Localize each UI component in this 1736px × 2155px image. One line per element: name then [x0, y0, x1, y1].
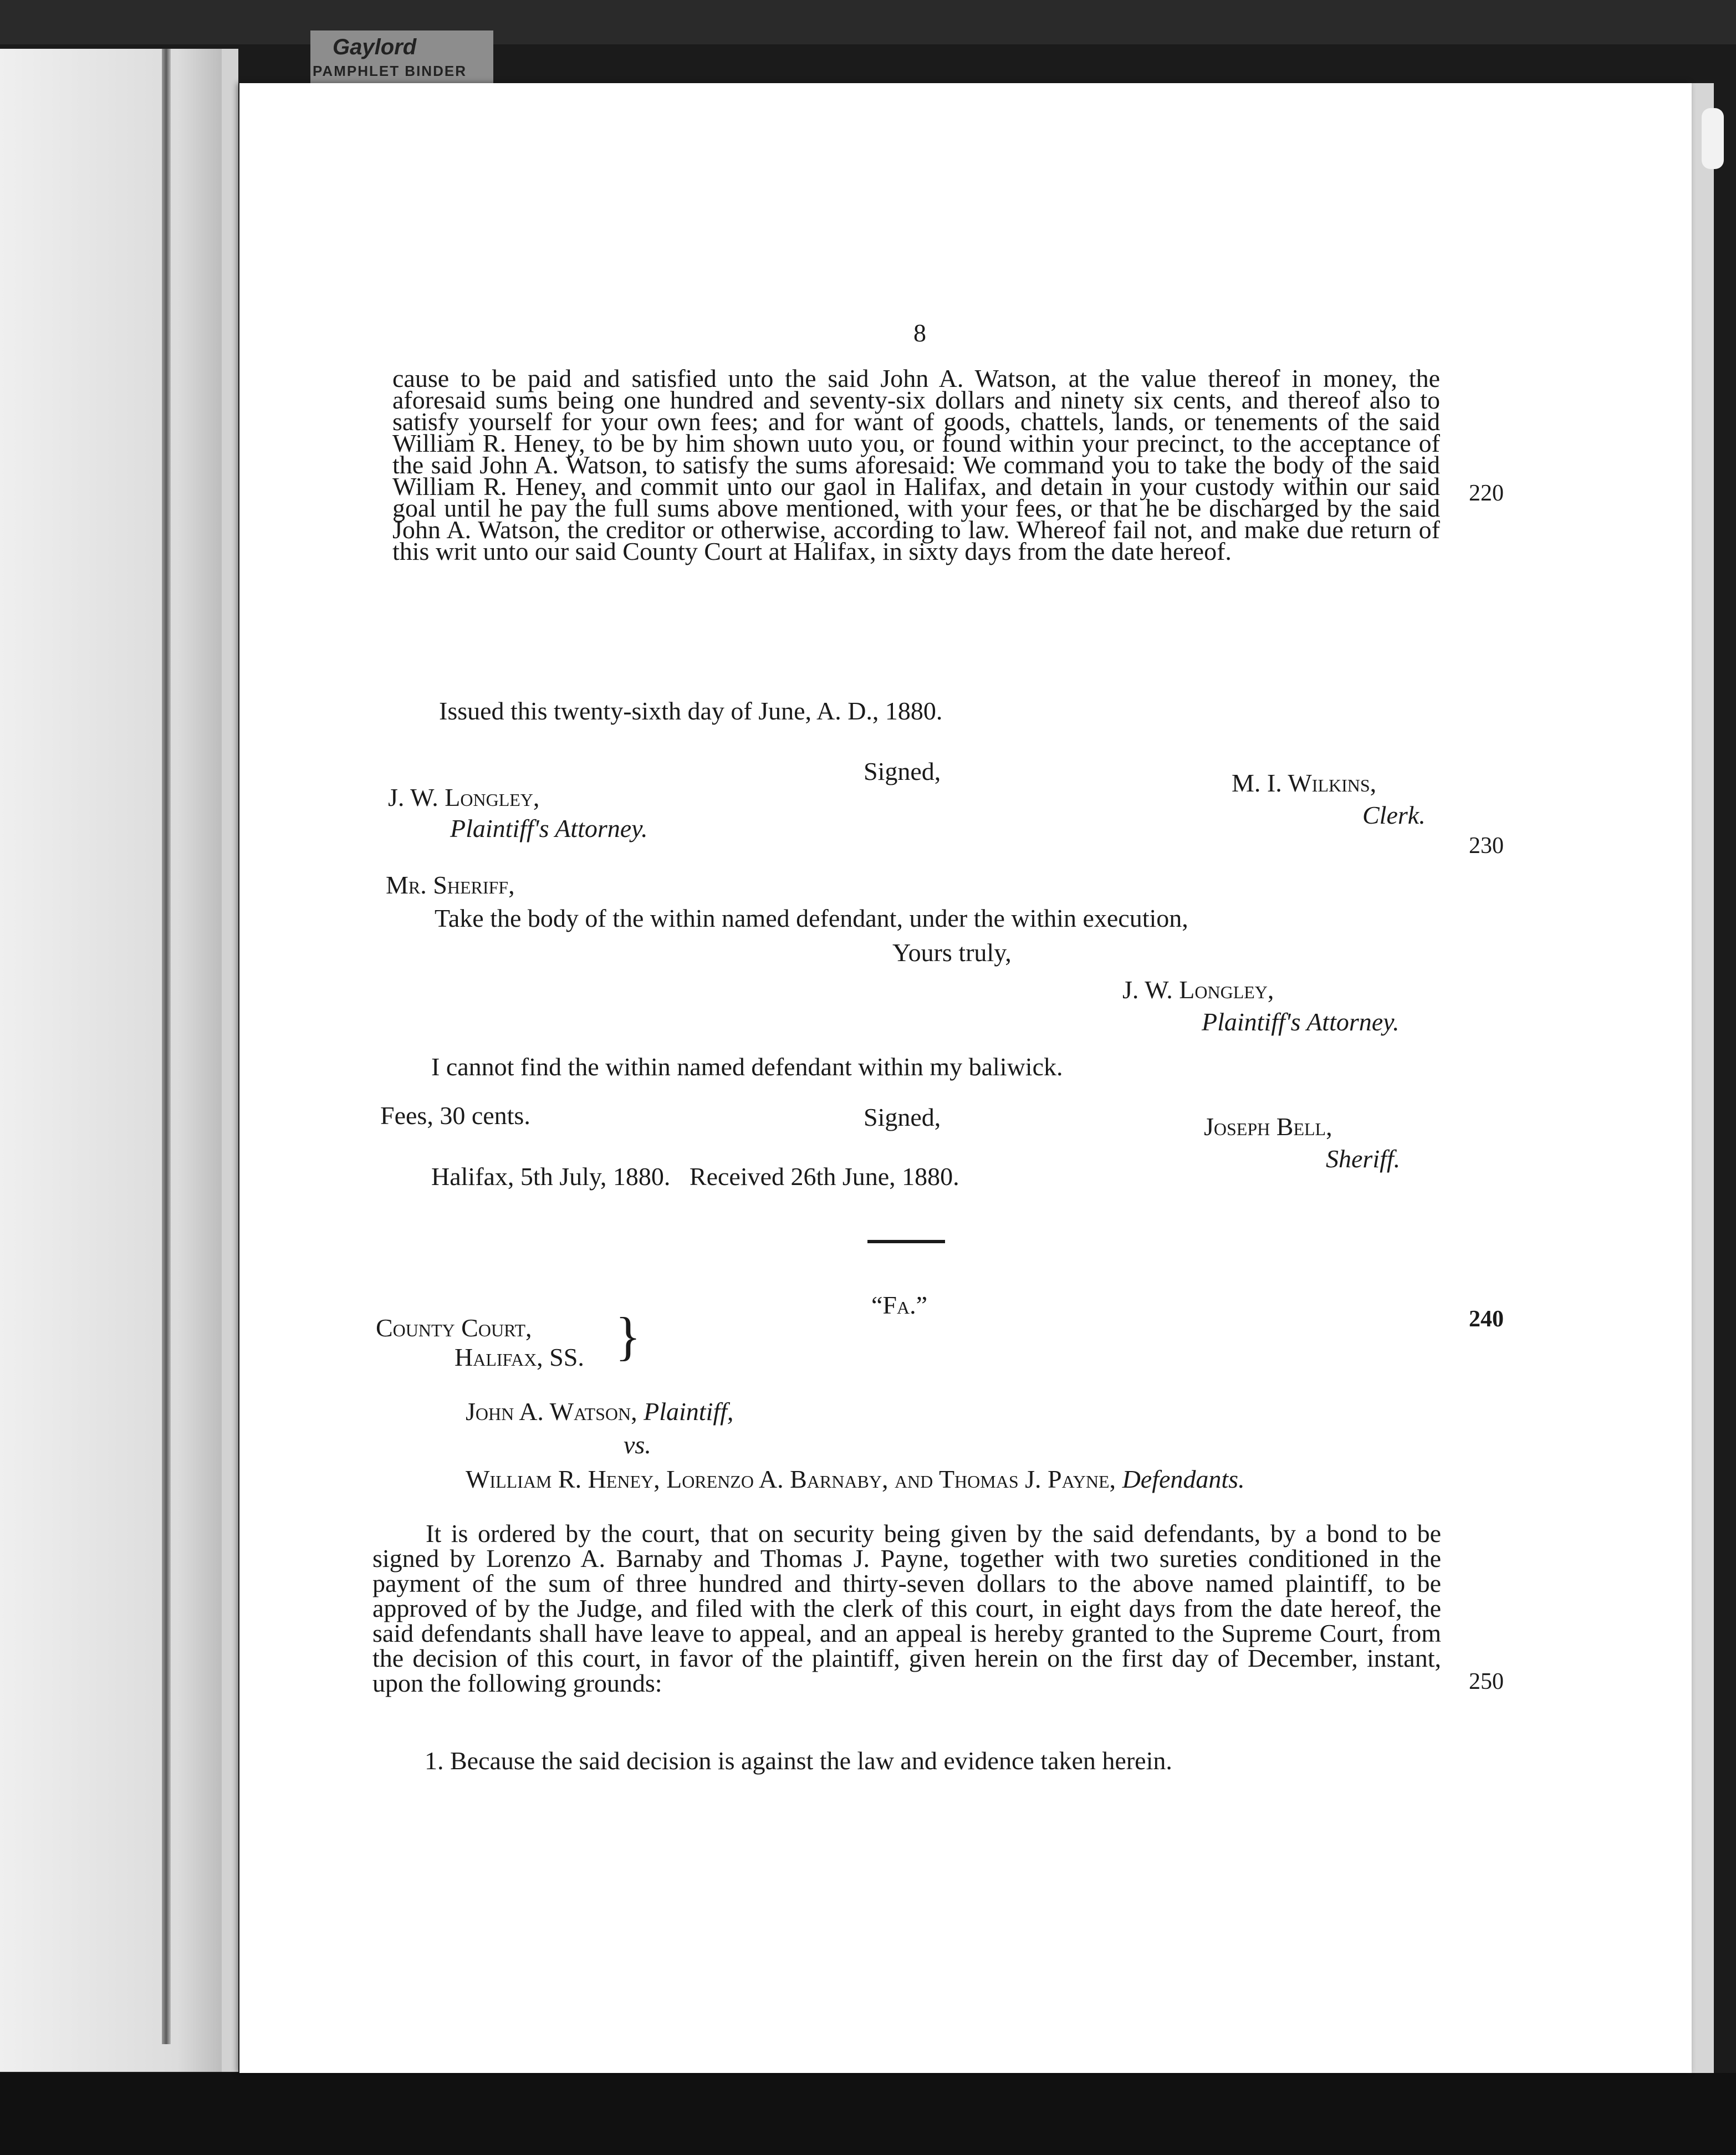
line-number-240: 240 [1469, 1306, 1504, 1332]
defendants-role: Defendants. [1122, 1465, 1245, 1493]
line-number-220: 220 [1469, 481, 1504, 506]
binding-fold [162, 49, 171, 2044]
venue-county: Halifax, SS. [455, 1343, 584, 1371]
writ-paragraph: cause to be paid and satisfied unto the said John A. Watson, at the value thereof in money, the aforesaid sums being one hundred and seventy-six dollars and ninety six cents, and thereof also to satisfy yourself for your own fees; and for want of goods, chattels, lands, or tenements of the said William R. Heney, to be by him shown uuto you, or found within your precinct, to the acceptance of the said John A. Watson, to satisfy the sums aforesaid: We command you to take the body of the said William R. Heney, and commit unto our gaol in Halifax, and detain in your custody within our said goal until he pay the full sums above mentioned, with your fees, or that he be discharged by the said John A. Watson, the creditor or otherwise, according to law. Whereof fail not, and make due return of this writ unto our said County Court at Halifax, in sixty days from the date hereof. [392, 364, 1440, 565]
plaintiff-line [466, 1396, 733, 1428]
attorney-title-2: Plaintiff's Attorney. [1202, 1008, 1400, 1036]
attorney-name: J. W. Longley, [388, 783, 540, 811]
page-number: 8 [913, 319, 926, 347]
fa-heading: “Fa.” [871, 1291, 928, 1319]
line-number-230: 230 [1469, 833, 1504, 859]
page-tab [1702, 108, 1724, 169]
ground-number: 1. [425, 1747, 444, 1775]
plaintiff-role: Plaintiff, [644, 1397, 734, 1426]
line-number-250: 250 [1469, 1669, 1504, 1694]
sheriff-salutation: Mr. Sheriff, [386, 871, 515, 899]
previous-page-edge [0, 49, 238, 2072]
sheriff-title: Sheriff. [1326, 1145, 1401, 1173]
sheriff-return: I cannot find the within named defendant within my baliwick. [431, 1053, 1063, 1081]
signed-label-2: Signed, [864, 1103, 941, 1131]
binder-label-line1: Gaylord [333, 35, 417, 59]
defendants-line [466, 1463, 1245, 1495]
dated-line: Halifax, 5th July, 1880. Received 26th June, 1880. [431, 1162, 959, 1191]
ground-1 [425, 1745, 1172, 1777]
attorney-name-2: J. W. Longley, [1122, 976, 1274, 1004]
scan-frame-bottom [0, 2073, 1736, 2155]
binder-label-line2: PAMPHLET BINDER [313, 63, 467, 79]
sheriff-instruction: Take the body of the within named defendant, under the within execution, [435, 904, 1188, 932]
venue-court: County Court, [376, 1314, 532, 1342]
binder-label [310, 30, 493, 86]
sheriff-name: Joseph Bell, [1204, 1112, 1332, 1141]
issued-line: Issued this twenty-sixth day of June, A. D., 1880. [439, 697, 943, 725]
clerk-title: Clerk. [1362, 801, 1426, 829]
section-divider [867, 1240, 945, 1243]
signed-label: Signed, [864, 757, 941, 785]
scan-frame-top [0, 0, 1736, 44]
closing: Yours truly, [892, 938, 1012, 967]
order-paragraph: It is ordered by the court, that on security being given by the said defendants, by a bond to be signed by Lorenzo A. Barnaby and Thomas J. Payne, together with two sureties conditioned in the payment of the sum of three hundred and thirty-seven dollars to the above named plaintiff, to be approved of by the Judge, and filed with the clerk of this court, in eight days from the date hereof, the said defendants shall have leave to appeal, and an appeal is hereby granted to the Supreme Court, from the decision of this court, in favor of the plaintiff, given herein on the first day of December, instant, upon the following grounds: [372, 1519, 1441, 1697]
fees: Fees, 30 cents. [380, 1101, 530, 1130]
attorney-title: Plaintiff's Attorney. [450, 814, 648, 842]
ground-text: Because the said decision is against the law and evidence taken herein. [450, 1747, 1172, 1775]
defendants-names: William R. Heney, Lorenzo A. Barnaby, and Thomas J. Payne, [466, 1465, 1116, 1493]
clerk-name: M. I. Wilkins, [1232, 769, 1377, 797]
venue-brace: } [615, 1306, 641, 1366]
page-right-edge [1692, 83, 1714, 2073]
versus: vs. [624, 1431, 651, 1459]
plaintiff-name: John A. Watson, [466, 1397, 637, 1426]
